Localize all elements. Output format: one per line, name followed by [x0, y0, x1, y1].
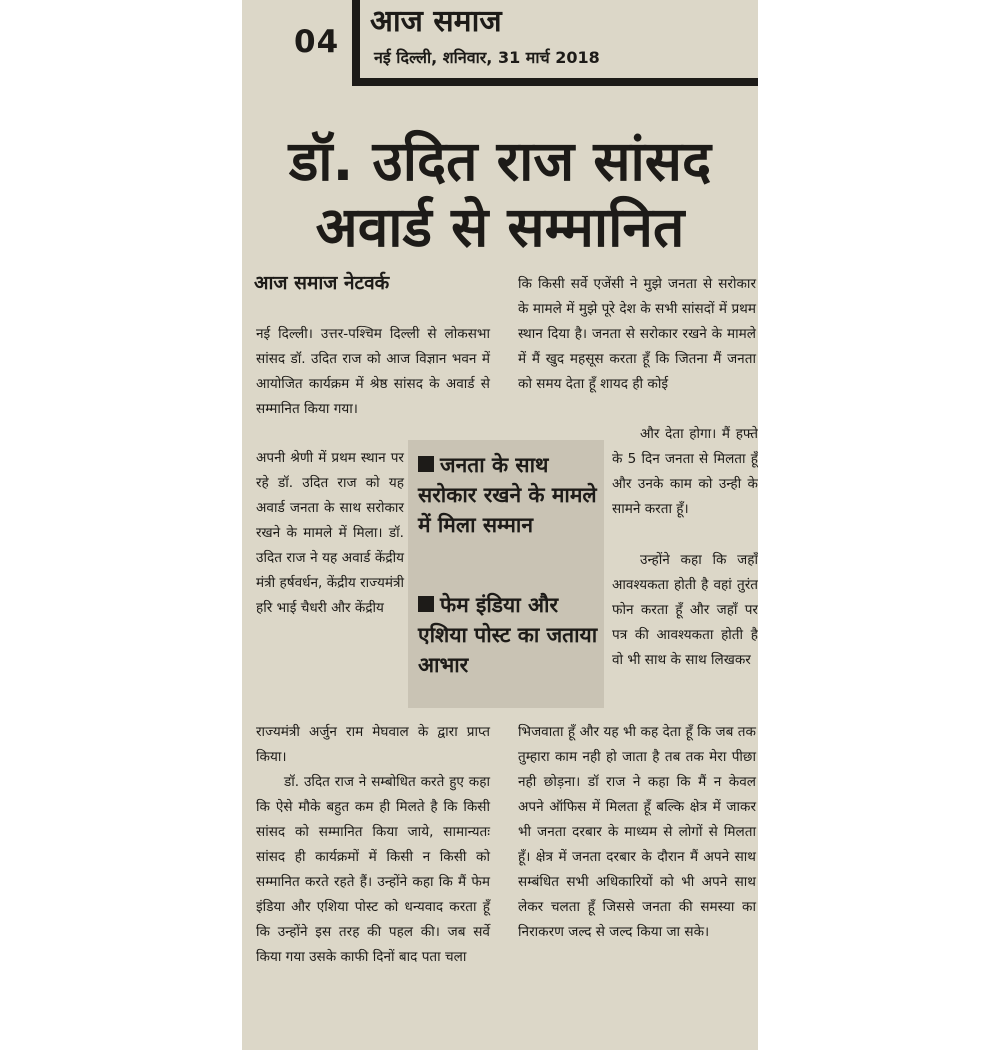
paragraph-outreach-end: भिजवाता हूँ और यह भी कह देता हूँ कि जब तक तुम्हारा काम नही हो जाता है तब तक मेरा पीछा नही छोड़ना। डॉ राज ने कहा कि मैं न केवल अपने ऑफिस में मिलता हूँ बल्कि क्षेत्र में जाकर भी जनता दरबार के माध्यम से लोगों से मिलता हूँ। क्षेत्र में जनता दरबार के दौरान मैं अपने साथ सम्बंधित सभी अधिकारियों को भी अपने साथ लेकर चलता हूँ जिससे जनता की समस्या का निराकरण जल्द से जल्द किया जा सके।: [518, 724, 756, 940]
masthead-divider: [352, 0, 360, 86]
paragraph-award-details: अपनी श्रेणी में प्रथम स्थान पर रहे डॉ. उदित राज को यह अवार्ड जनता के साथ सरोकार रखने के मामले में मिला। डॉ. उदित राज ने यह अवार्ड केंद्रीय मंत्री हर्षवर्धन, केंद्रीय राज्यमंत्री हरि भाई चैधरी और केंद्रीय: [256, 450, 404, 616]
headline-line-1: डॉ. उदित राज सांसद: [288, 129, 712, 193]
paragraph-award-details-end: राज्यमंत्री अर्जुन राम मेघवाल के द्वारा प्राप्त किया।: [256, 724, 490, 765]
byline: आज समाज नेटवर्क: [254, 272, 390, 294]
paragraph-survey: कि किसी सर्वे एजेंसी ने मुझे जनता से सरोकार के मामले में मुझे पूरे देश के सभी सांसदों में प्रथम स्थान दिया है। जनता से सरोकार रखने के मामले में मैं खुद महसूस करता हूँ कि जितना मैं जनता को समय देता हूँ शायद ही कोई: [518, 276, 756, 392]
masthead-rule: [352, 78, 758, 86]
newspaper-name: आज समाज: [370, 4, 502, 39]
paragraph-outreach: उन्होंने कहा कि जहाँ आवश्यकता होती है वहां तुरंत फोन करता हूँ और जहाँ पर पत्र की आवश्यकता होती है वो भी साथ के साथ लिखकर: [612, 552, 758, 668]
paragraph-intro: नई दिल्ली। उत्तर-पश्चिम दिल्ली से लोकसभा सांसद डॉ. उदित राज को आज विज्ञान भवन में आयोजित कार्यक्रम में श्रेष्ठ सांसद के अवार्ड से सम्मानित किया गया।: [256, 326, 490, 417]
headline-line-2: अवार्ड से सम्मानित: [315, 195, 685, 259]
page-number: 04: [294, 24, 340, 60]
bullet-square-icon: [418, 456, 434, 472]
paragraph-survey-continued: और देता होगा। मैं हफ्ते के 5 दिन जनता से मिलता हूँ और उनके काम को उन्ही के सामने करता हूँ।: [612, 426, 758, 517]
highlight-point-1: जनता के साथ सरोकार रखने के मामले में मिला सम्मान: [418, 453, 597, 537]
dateline: नई दिल्ली, शनिवार, 31 मार्च 2018: [374, 48, 600, 67]
headline: [242, 128, 758, 260]
highlight-box: [408, 440, 604, 708]
newspaper-clipping: [242, 0, 758, 1050]
bullet-square-icon: [418, 596, 434, 612]
paragraph-speech: डॉ. उदित राज ने सम्बोधित करते हुए कहा कि ऐसे मौके बहुत कम ही मिलते है कि किसी सांसद को सम्मानित किया जाये, सामान्यतः सांसद ही कार्यक्रमों में किसी न किसी को सम्मानित करते रहते हैं। उन्होंने कहा कि मैं फेम इंडिया और एशिया पोस्ट को धन्यवाद करता हूँ कि उन्होंने इस तरह की पहल की। जब सर्वे किया गया उसके काफी दिनों बाद पता चला: [256, 774, 490, 965]
highlight-point-2: फेम इंडिया और एशिया पोस्ट का जताया आभार: [418, 593, 598, 677]
